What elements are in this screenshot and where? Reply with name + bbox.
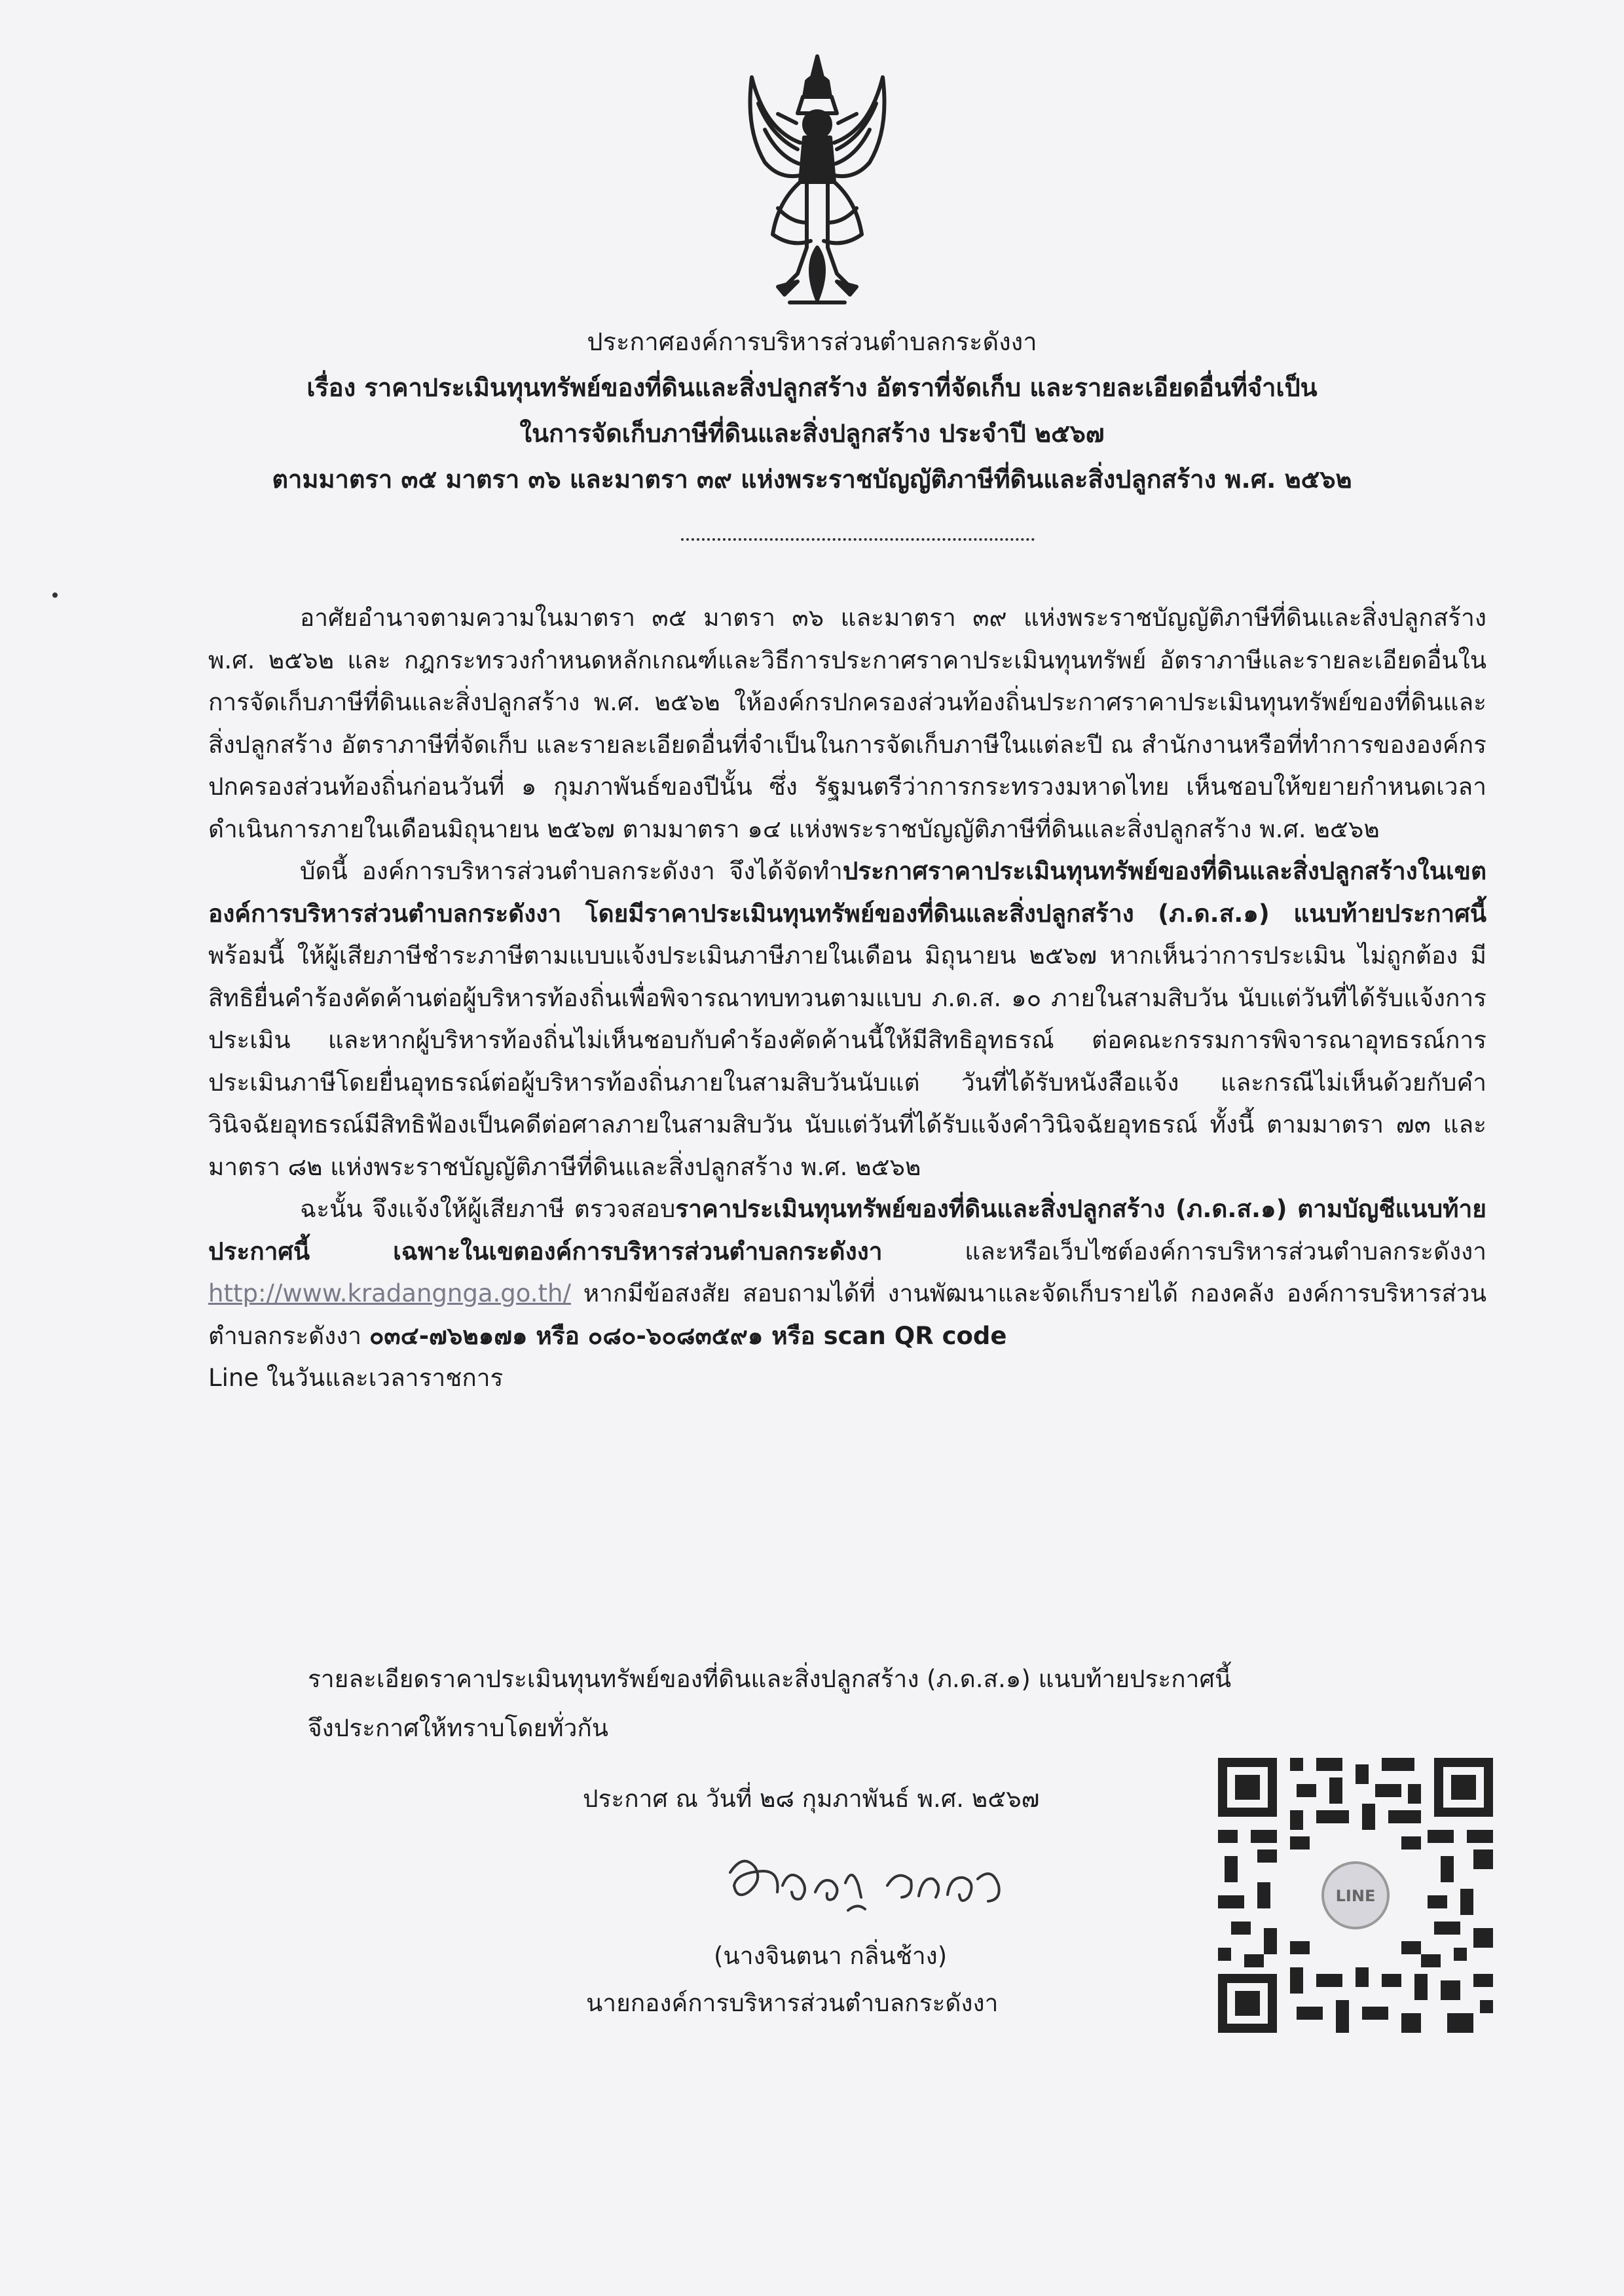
website-link[interactable]: http://www.kradangnga.go.th/ bbox=[208, 1279, 571, 1307]
announcement-date: ประกาศ ณ วันที่ ๒๘ กุมภาพันธ์ พ.ศ. ๒๕๖๗ bbox=[583, 1785, 1040, 1813]
contact-phone: ๐๓๔-๗๖๒๑๗๑ หรือ ๐๘๐-๖๐๘๓๕๙๑ หรือ scan QR code bbox=[369, 1321, 1007, 1350]
paragraph-authority: อาศัยอำนาจตามความในมาตรา ๓๕ มาตรา ๓๖ และมาตรา ๓๙ แห่งพระราชบัญญัติภาษีที่ดินและสิ่งปลูกสร้าง พ.ศ. ๒๕๖๒ และ กฎกระทรวงกำหนดหลักเกณฑ์และวิธีการประกาศราคาประเมินทุนทรัพย์ อัตราภาษีและรายละเอียดอื่นในการจัดเก็บภาษีที่ดินและสิ่งปลูกสร้าง พ.ศ. ๒๕๖๒ ให้องค์กรปกครองส่วนท้องถิ่นประกาศราคาประเมินทุนทรัพย์ของที่ดินและสิ่งปลูกสร้าง อัตราภาษีที่จัดเก็บ และรายละเอียดอื่นที่จำเป็นในการจัดเก็บภาษีในแต่ละปี ณ สำนักงานหรือที่ทำการขององค์กรปกครองส่วนท้องถิ่นก่อนวันที่ ๑ กุมภาพันธ์ของปีนั้น ซึ่ง รัฐมนตรีว่าการกระทรวงมหาดไทย เห็นชอบให้ขยายกำหนดเวลาดำเนินการภายในเดือนมิถุนายน ๒๕๖๗ ตามมาตรา ๑๔ แห่งพระราชบัญญัติภาษีที่ดินและสิ่งปลูกสร้าง พ.ศ. ๒๕๖๒ bbox=[208, 604, 1486, 843]
paragraph-announcement: บัดนี้ องค์การบริหารส่วนตำบลกระดังงา จึงได้จัดทำประกาศราคาประเมินทุนทรัพย์ของที่ดินและสิ่งปลูกสร้างในเขตองค์การบริหารส่วนตำบลกระดังงา โดยมีราคาประเมินทุนทรัพย์ของที่ดินและสิ่งปลูกสร้าง (ภ.ด.ส.๑) แนบท้ายประกาศนี้ พร้อมนี้ ให้ผู้เสียภาษีชำระภาษีตามแบบแจ้งประเมินภาษีภายในเดือน มิถุนายน ๒๕๖๗ หากเห็นว่าการประเมิน ไม่ถูกต้อง มีสิทธิยื่นคำร้องคัดค้านต่อผู้บริหารท้องถิ่นเพื่อพิจารณาทบทวนตามแบบ ภ.ด.ส. ๑๐ ภายในสามสิบวัน นับแต่วันที่ได้รับแจ้งการประเมิน และหากผู้บริหารท้องถิ่นไม่เห็นชอบกับคำร้องคัดค้านนี้ให้มีสิทธิอุทธรณ์ ต่อคณะกรรมการพิจารณาอุทธรณ์การประเมินภาษีโดยยื่นอุทธรณ์ต่อผู้บริหารท้องถิ่นภายในสามสิบวันนับแต่ วันที่ได้รับหนังสือแจ้ง และกรณีไม่เห็นด้วยกับคำวินิจฉัยอุทธรณ์มีสิทธิฟ้องเป็นคดีต่อศาลภายในสามสิบวัน นับแต่วันที่ได้รับแจ้งคำวินิจฉัยอุทธรณ์ ทั้งนี้ ตามมาตรา ๗๓ และมาตรา ๘๒ แห่งพระราชบัญญัติภาษีที่ดินและสิ่งปลูกสร้าง พ.ศ. ๒๕๖๒ bbox=[208, 857, 1486, 1181]
paragraph-line-hours: Line ในวันและเวลาราชการ bbox=[208, 1364, 504, 1392]
body-text bbox=[208, 597, 1486, 1400]
header-subject-line2: ในการจัดเก็บภาษีที่ดินและสิ่งปลูกสร้าง ประจำปี ๒๕๖๗ bbox=[519, 419, 1105, 448]
qr-line-label: LINE bbox=[1335, 1887, 1376, 1905]
signatory-position: นายกองค์การบริหารส่วนตำบลกระดังงา bbox=[586, 1989, 999, 2017]
closing-text: จึงประกาศให้ทราบโดยทั่วกัน bbox=[308, 1714, 609, 1742]
header-legal-basis: ตามมาตรา ๓๕ มาตรา ๓๖ และมาตรา ๓๙ แห่งพระราชบัญญัติภาษีที่ดินและสิ่งปลูกสร้าง พ.ศ. ๒๕๖๒ bbox=[272, 465, 1352, 494]
attachment-note: รายละเอียดราคาประเมินทุนทรัพย์ของที่ดินและสิ่งปลูกสร้าง (ภ.ด.ส.๑) แนบท้ายประกาศนี้ bbox=[308, 1665, 1232, 1693]
signatory-name: (นางจินตนา กลิ่นช้าง) bbox=[714, 1942, 948, 1970]
line-qr-code[interactable] bbox=[1218, 1758, 1493, 2033]
scan-speck bbox=[52, 592, 58, 598]
garuda-emblem-icon bbox=[739, 51, 896, 310]
header-separator bbox=[681, 538, 1035, 541]
header-subject: เรื่อง ราคาประเมินทุนทรัพย์ของที่ดินและสิ่งปลูกสร้าง อัตราที่จัดเก็บ และรายละเอียดอื่นที่จำเป็น bbox=[306, 373, 1318, 402]
paragraph-notice: ฉะนั้น จึงแจ้งให้ผู้เสียภาษี ตรวจสอบราคาประเมินทุนทรัพย์ของที่ดินและสิ่งปลูกสร้าง (ภ.ด.ส.๑) ตามบัญชีแนบท้ายประกาศนี้ เฉพาะในเขตองค์การบริหารส่วนตำบลกระดังงา และหรือเว็บไซต์องค์การบริหารส่วนตำบลกระดังงา http://www.kradangnga.go.th/ หากมีข้อสงสัย สอบถามได้ที่ งานพัฒนาและจัดเก็บรายได้ กองคลัง องค์การบริหารส่วนตำบลกระดังงา ๐๓๔-๗๖๒๑๗๑ หรือ ๐๘๐-๖๐๘๓๕๙๑ หรือ scan QR code bbox=[208, 1195, 1486, 1350]
handwritten-signature bbox=[717, 1840, 1018, 1938]
header-title: ประกาศองค์การบริหารส่วนตำบลกระดังงา bbox=[587, 327, 1037, 356]
